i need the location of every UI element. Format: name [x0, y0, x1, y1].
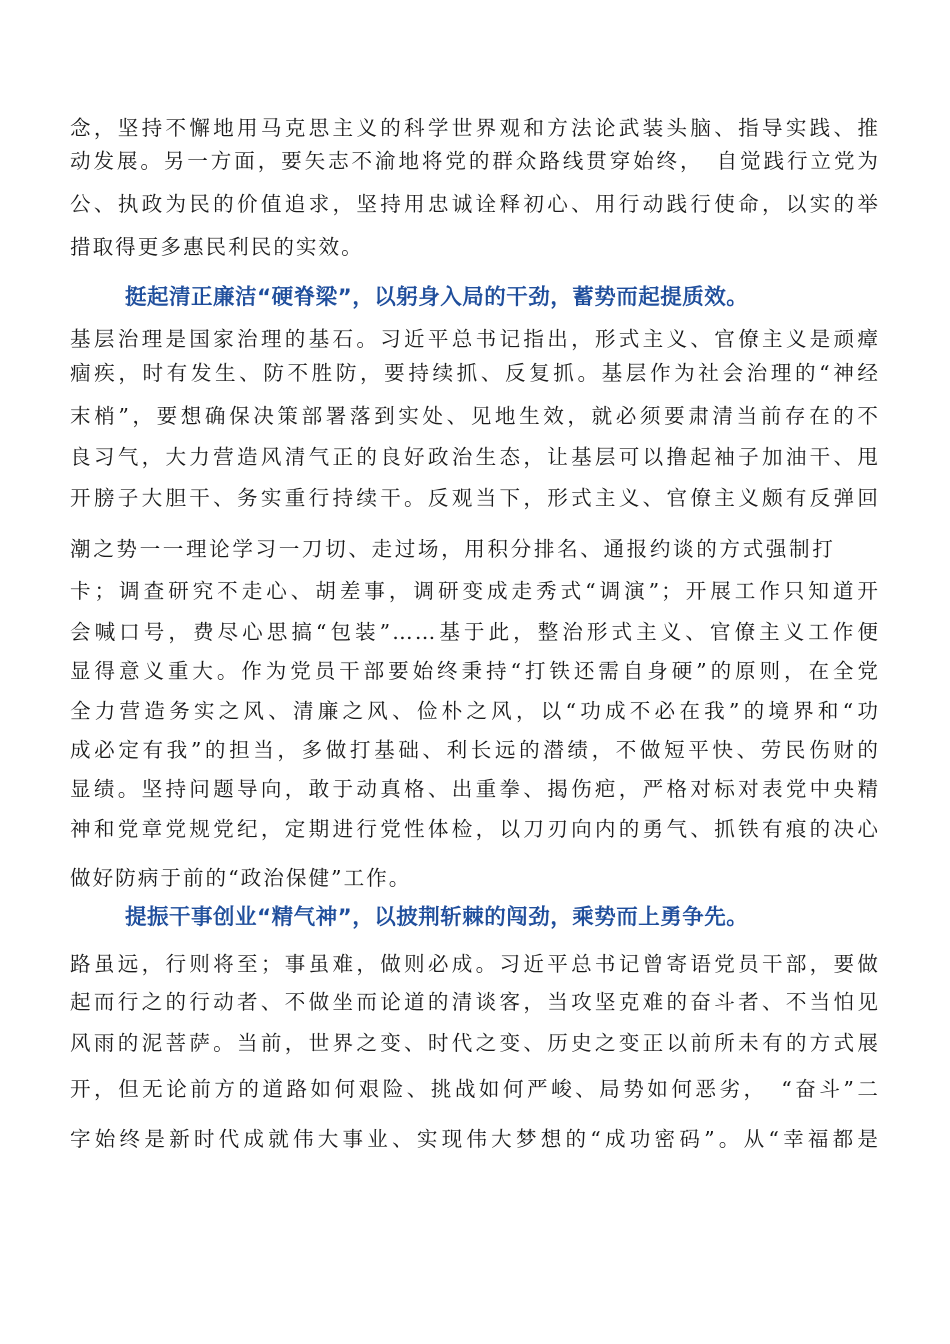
paragraph-3-line: 开，但无论前方的道路如何艰险、挑战如何严峻、局势如何恶劣， “奋斗”二 — [70, 1077, 880, 1101]
paragraph-2-line: 卡；调查研究不走心、胡差事，调研变成走秀式“调演”；开展工作只知道开 — [70, 579, 880, 603]
paragraph-2-line: 做好防病于前的“政治保健”工作。 — [70, 866, 412, 890]
paragraph-3-line: 起而行之的行动者、不做坐而论道的清谈客，当攻坚克难的奋斗者、不当怕见 — [70, 990, 880, 1014]
paragraph-2-line: 开膀子大胆干、务实重行持续干。反观当下，形式主义、官僚主义颇有反弹回 — [70, 486, 880, 510]
section-heading-2: 提振干事创业“精气神”，以披荆斩棘的闯劲，乘势而上勇争先。 — [125, 905, 749, 930]
paragraph-2-line: 良习气，大力营造风清气正的良好政治生态，让基层可以撸起袖子加油干、甩 — [70, 445, 880, 469]
paragraph-1-line: 念，坚持不懈地用马克思主义的科学世界观和方法论武装头脑、指导实践、推 — [70, 116, 880, 140]
paragraph-1-line: 公、执政为民的价值追求，坚持用忠诚诠释初心、用行动践行使命，以实的举 — [70, 192, 880, 216]
paragraph-3-line: 路虽远，行则将至；事虽难，做则必成。习近平总书记曾寄语党员干部，要做 — [70, 952, 880, 976]
paragraph-2-line: 成必定有我”的担当，多做打基础、利长远的潜绩，不做短平快、劳民伤财的 — [70, 738, 880, 762]
paragraph-2-line: 痼疾，时有发生、防不胜防，要持续抓、反复抓。基层作为社会治理的“神经 — [70, 361, 880, 385]
paragraph-2-line: 基层治理是国家治理的基石。习近平总书记指出，形式主义、官僚主义是顽瘴 — [70, 327, 880, 351]
paragraph-2-line: 会喊口号，费尽心思搞“包装”……基于此，整治形式主义、官僚主义工作便 — [70, 620, 880, 644]
paragraph-2-line: 潮之势一一理论学习一刀切、走过场，用积分排名、通报约谈的方式强制打 — [70, 537, 836, 561]
paragraph-2-line: 显绩。坚持问题导向，敢于动真格、出重拳、揭伤疤，严格对标对表党中央精 — [70, 777, 880, 801]
paragraph-2-line: 全力营造务实之风、清廉之风、俭朴之风，以“功成不必在我”的境界和“功 — [70, 699, 880, 723]
section-heading-1: 挺起清正廉洁“硬脊梁”，以躬身入局的干劲，蓄势而起提质效。 — [125, 285, 749, 310]
paragraph-2-line: 神和党章党规党纪，定期进行党性体检，以刀刃向内的勇气、抓铁有痕的决心 — [70, 817, 880, 841]
paragraph-1-line: 动发展。另一方面，要矢志不渝地将党的群众路线贯穿始终， 自觉践行立党为 — [70, 149, 880, 173]
paragraph-3-line: 风雨的泥菩萨。当前，世界之变、时代之变、历史之变正以前所未有的方式展 — [70, 1031, 880, 1055]
paragraph-2-line: 显得意义重大。作为党员干部要始终秉持“打铁还需自身硬”的原则，在全党 — [70, 659, 880, 683]
paragraph-3-line: 字始终是新时代成就伟大事业、实现伟大梦想的“成功密码”。从“幸福都是 — [70, 1127, 880, 1151]
paragraph-2-line: 末梢”，要想确保决策部署落到实处、见地生效，就必须要肃清当前存在的不 — [70, 404, 880, 428]
paragraph-1-line: 措取得更多惠民利民的实效。 — [70, 235, 364, 259]
